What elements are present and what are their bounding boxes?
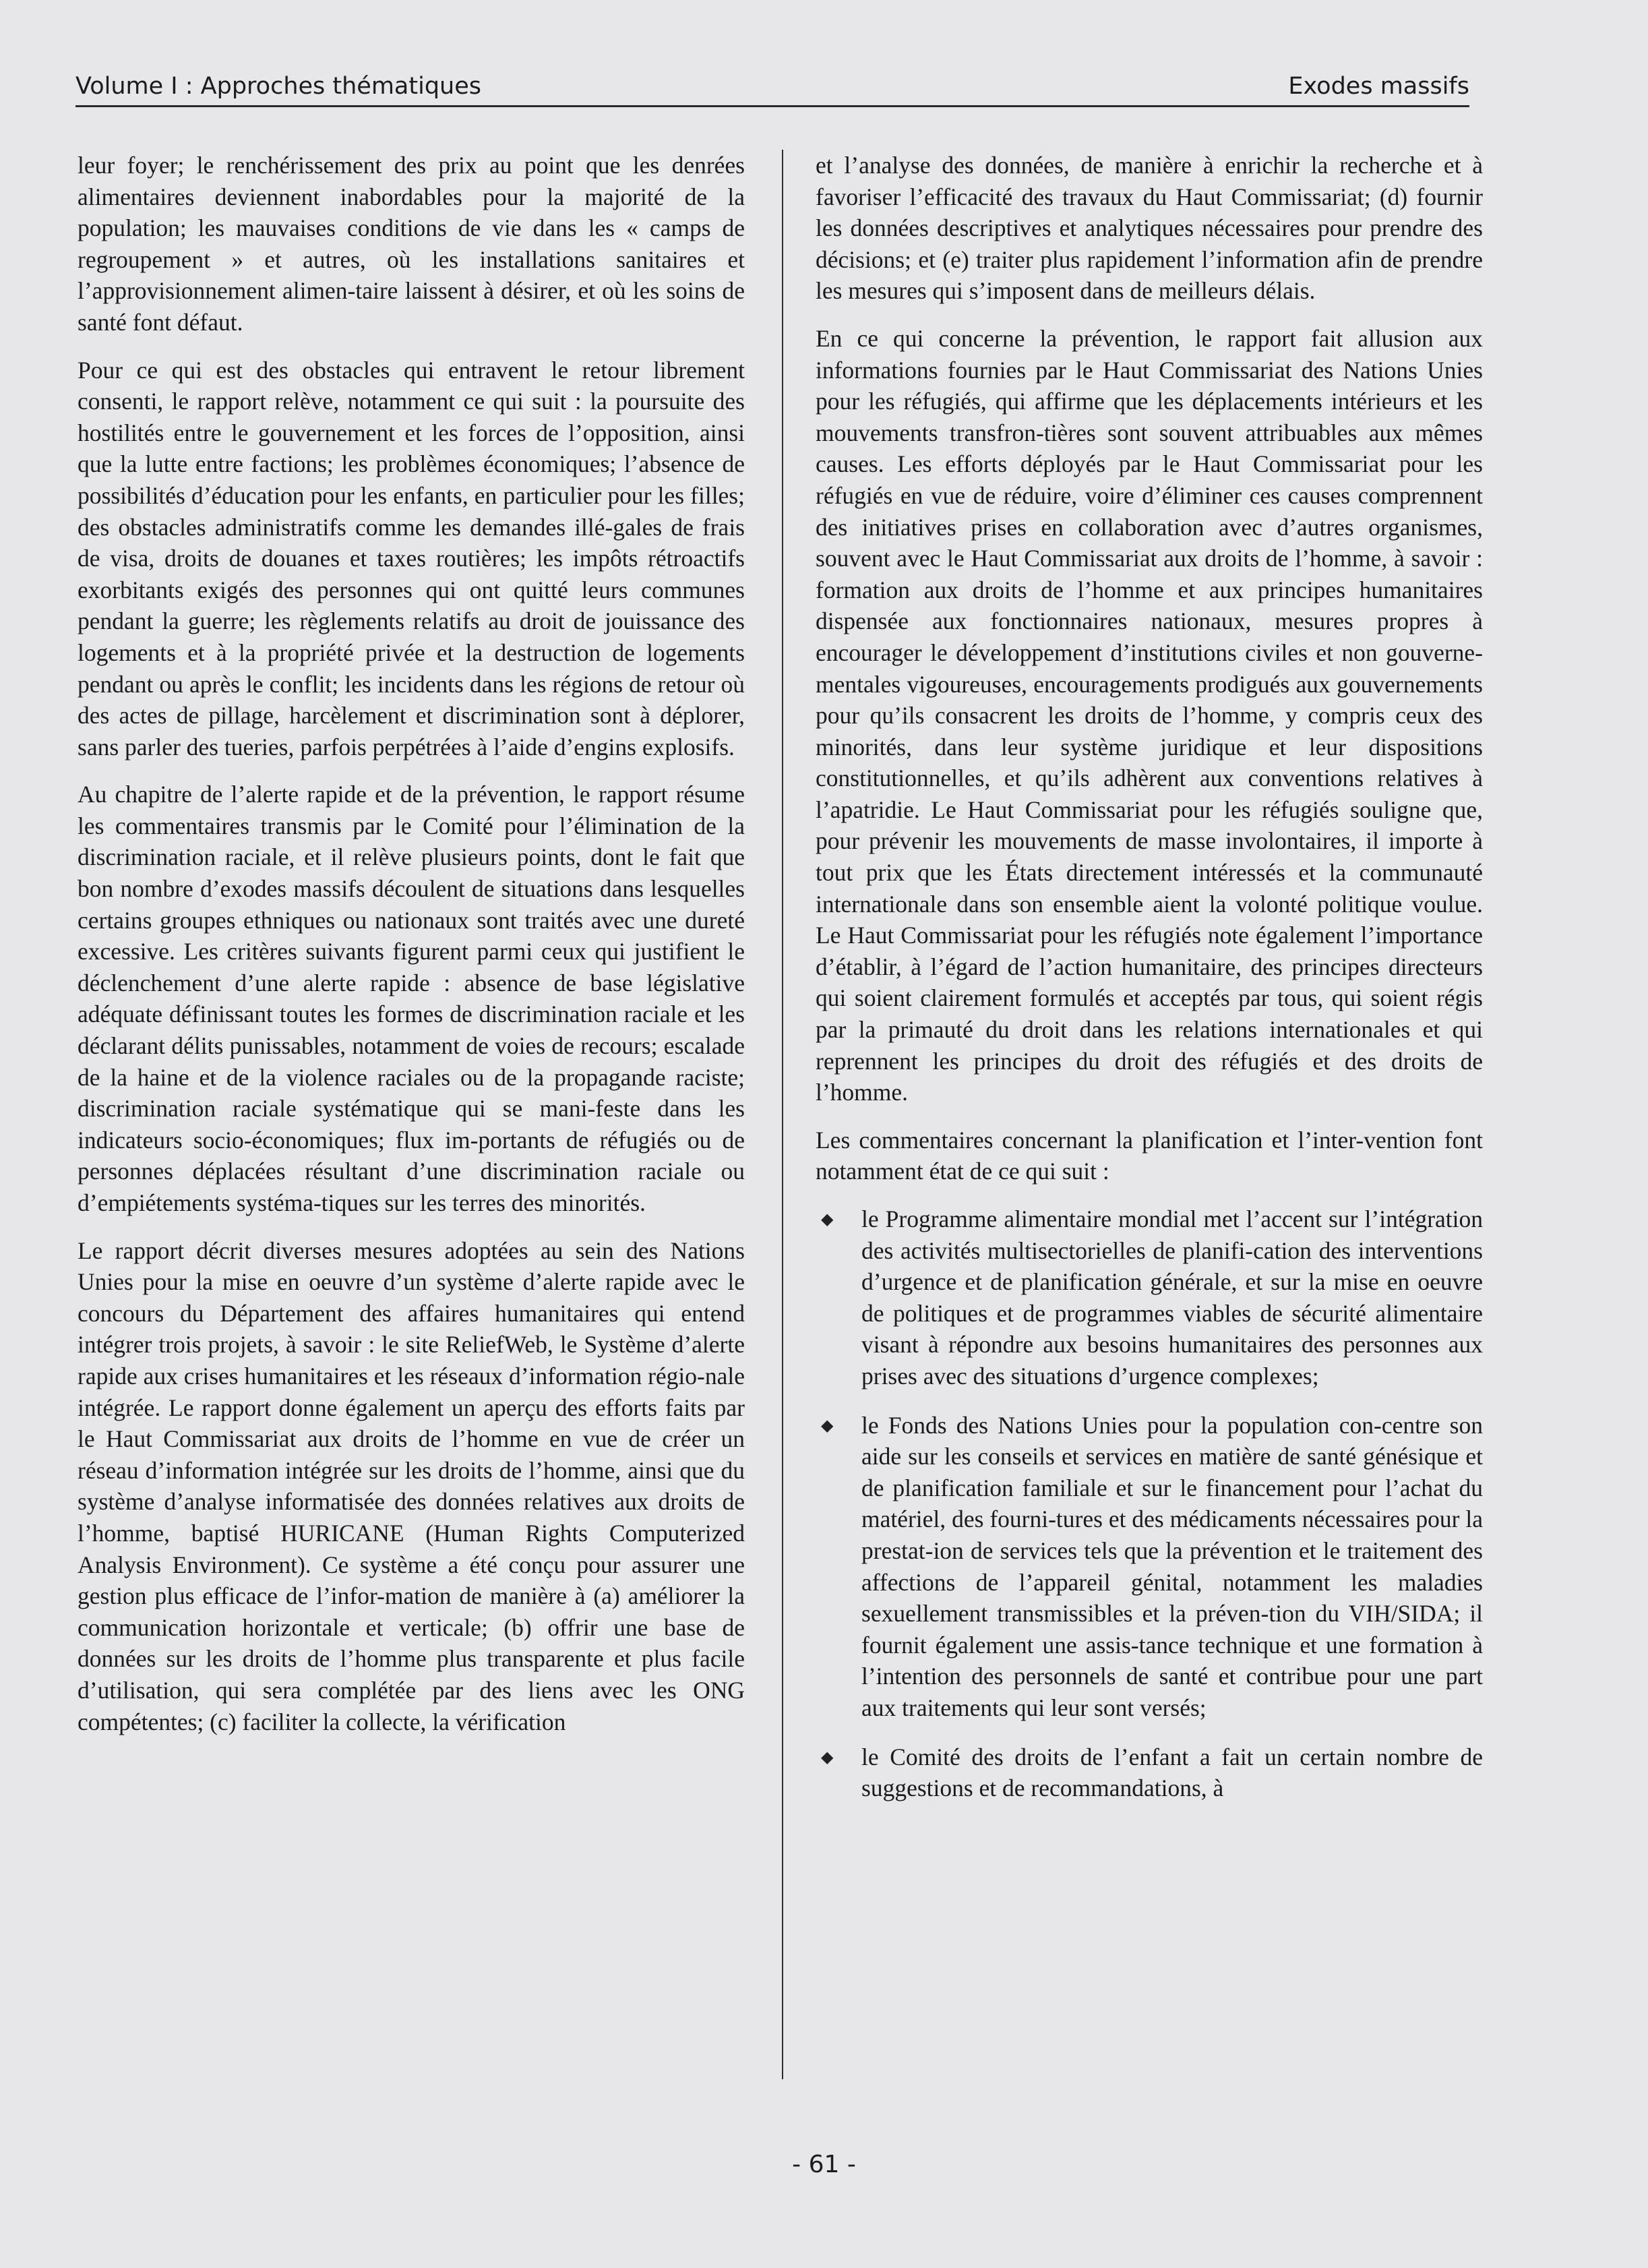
list-item: [816, 1410, 1483, 1724]
paragraph: En ce qui concerne la prévention, le rapport fait allusion aux informations fournies par le Haut Commissariat des Nations Unies pour les réfugiés, qui affirme que les déplacements intérieurs et les mouvements transfron-tières sont souvent attribuables aux mêmes causes. Les efforts déployés par le Haut Commissariat pour les réfugiés en vue de réduire, voire d’éliminer ces causes comprennent des initiatives prises en collaboration avec d’autres organismes, souvent avec le Haut Commissariat aux droits de l’homme, à savoir : formation aux droits de l’homme et aux principes humanitaires dispensée aux fonctionnaires nationaux, mesures propres à encourager le développement d’institutions civiles et non gouverne-mentales vigoureuses, encouragements prodigués aux gouvernements pour qu’ils consacrent les droits de l’homme, y compris ceux des minorités, dans leur système juridique et leur dispositions constitutionnelles, et qu’ils adhèrent aux conventions relatives à l’apatridie. Le Haut Commissariat pour les réfugiés souligne que, pour prévenir les mouvements de masse involontaires, il importe à tout prix que les États directement intéressés et la communauté internationale dans son ensemble aient la volonté politique voulue. Le Haut Commissariat pour les réfugiés note également l’importance d’établir, à l’égard de l’action humanitaire, des principes directeurs qui soient clairement formulés et acceptés par tous, qui soient régis par la primauté du droit dans les relations internationales et qui reprennent les principes du droit des réfugiés et des droits de l’homme.: [816, 324, 1483, 1106]
list-item: [816, 1203, 1483, 1392]
header-volume-title: Volume I : Approches thématiques: [75, 73, 481, 100]
left-column: [78, 150, 745, 1754]
paragraph: Au chapitre de l’alerte rapide et de la prévention, le rapport résume les commentaires transmis par le Comité pour l’élimination de la discrimination raciale, et il relève plusieurs points, dont le fait que bon nombre d’exodes massifs découlent de situations dans lesquelles certains groupes ethniques ou nationaux sont traités avec une dureté excessive. Les critères suivants figurent parmi ceux qui justifient le déclenchement d’une alerte rapide : absence de base législative adéquate définissant toutes les formes de discrimination raciale et les déclarant délits punissables, notamment de voies de recours; escalade de la haine et de la violence raciales ou de la propagande raciste; discrimination raciale systématique qui se mani-feste dans les indicateurs socio-économiques; flux im-portants de réfugiés ou de personnes déplacées résultant d’une discrimination raciale ou d’empiétements systéma-tiques sur les terres des minorités.: [78, 781, 745, 1216]
diamond-bullet-icon: ◆: [821, 1210, 834, 1228]
running-header: [75, 66, 1469, 107]
diamond-bullet-icon: ◆: [821, 1415, 834, 1435]
paragraph: et l’analyse des données, de manière à enrichir la recherche et à favoriser l’efficacité des travaux du Haut Commissariat; (d) fournir les données descriptives et analytiques nécessaires pour prendre des décisions; et (e) traiter plus rapidement l’information afin de prendre les mesures qui s’imposent dans de meilleurs délais.: [816, 152, 1483, 305]
paragraph: Pour ce qui est des obstacles qui entravent le retour librement consenti, le rapport relève, notamment ce qui suit : la poursuite des hostilités entre le gouvernement et les forces de l’opposition, ainsi que la lutte entre factions; les problèmes économiques; l’absence de possibilités d’éducation pour les enfants, en particulier pour les filles; des obstacles administratifs comme les demandes illé-gales de frais de visa, droits de douanes et taxes routières; les impôts rétroactifs exorbitants exigés des personnes qui ont quitté leurs communes pendant la guerre; les règlements relatifs au droit de jouissance des logements et à la propriété privée et la destruction de logements pendant ou après le conflit; les incidents dans les régions de retour où des actes de pillage, harcèlement et discrimination sont à déplorer, sans parler des tueries, parfois perpétrées à l’aide d’engins explosifs.: [78, 356, 745, 760]
column-divider: [782, 150, 783, 2079]
header-section-title: Exodes massifs: [1288, 73, 1469, 100]
list-item-text: le Fonds des Nations Unies pour la population con-centre son aide sur les conseils et services en matière de santé génésique et de planification familiale et sur le financement pour l’achat du matériel, des fourni-tures et des médicaments nécessaires pour la prestat-ion de services tels que la prévention et le traitement des affections de l’appareil génital, notamment les maladies sexuellement transmissibles et la préven-tion du VIH/SIDA; il fournit également une assis-tance technique et une formation à l’intention des personnels de santé et contribue pour une part aux traitements qui leur sont versés;: [861, 1411, 1483, 1721]
list-item-text: le Programme alimentaire mondial met l’accent sur l’intégration des activités multisectorielles de planifi-cation des interventions d’urgence et de planification générale, et sur la mise en oeuvre de politiques et de programmes viables de sécurité alimentaire visant à répondre aux besoins humanitaires des personnes aux prises avec des situations d’urgence complexes;: [861, 1205, 1483, 1390]
paragraph: Le rapport décrit diverses mesures adoptées au sein des Nations Unies pour la mise en oeuvre d’un système d’alerte rapide avec le concours du Département des affaires humanitaires qui entend intégrer trois projets, à savoir : le site ReliefWeb, le Système d’alerte rapide aux crises humanitaires et les réseaux d’information régio-nale intégrée. Le rapport donne également un aperçu des efforts faits par le Haut Commissariat aux droits de l’homme en vue de créer un réseau d’information intégrée sur les droits de l’homme, ainsi que du système d’analyse informatisée des données relatives aux droits de l’homme, baptisé HURICANE (Human Rights Computerized Analysis Environment). Ce système a été conçu pour assurer une gestion plus efficace de l’infor-mation de manière à (a) améliorer la communication horizontale et verticale; (b) offrir une base de données sur les droits de l’homme plus transparente et plus facile d’utilisation, qui sera complétée par des liens avec les ONG compétentes; (c) faciliter la collecte, la vérification: [78, 1236, 745, 1735]
paragraph: Les commentaires concernant la planification et l’inter-vention font notamment état de ce qui suit :: [816, 1126, 1483, 1185]
paragraph: leur foyer; le renchérissement des prix au point que les denrées alimentaires deviennent inabordables pour la majorité de la population; les mauvaises conditions de vie dans les « camps de regroupement » et autres, où les installations sanitaires et l’approvisionnement alimen-taire laissent à désirer, et où les soins de santé font défaut.: [78, 152, 745, 336]
right-column: [816, 150, 1483, 1822]
list-item: [816, 1741, 1483, 1804]
diamond-bullet-icon: ◆: [821, 1747, 834, 1766]
bullet-list: [816, 1203, 1483, 1804]
list-item-text: le Comité des droits de l’enfant a fait un certain nombre de suggestions et de recommandations, à: [861, 1743, 1483, 1802]
page-number: - 61 -: [792, 2151, 856, 2178]
